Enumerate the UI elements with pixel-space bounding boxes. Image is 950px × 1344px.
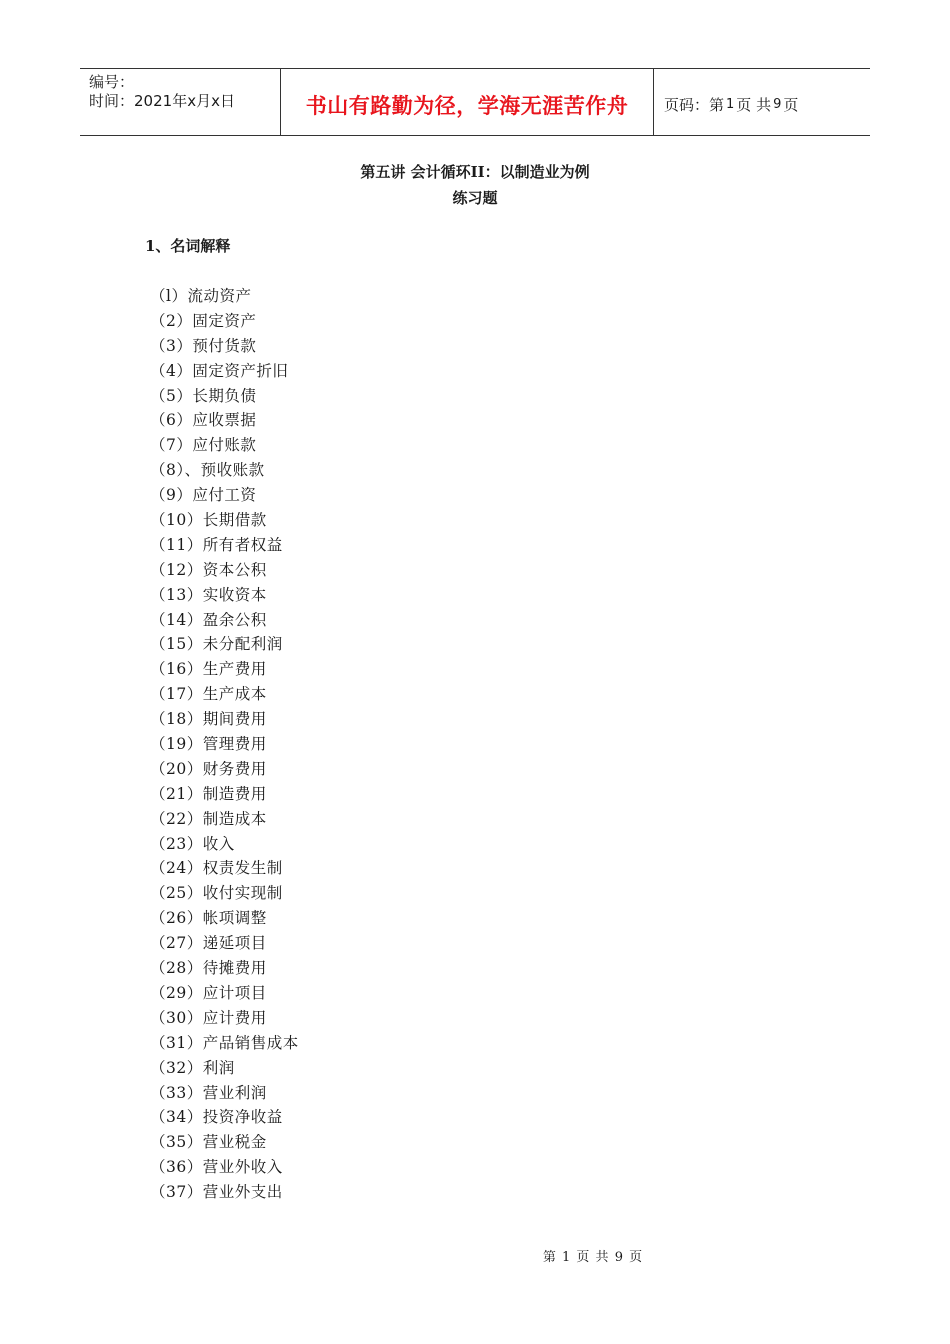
list-item: （26）帐项调整 (150, 909, 267, 928)
list-item: （33）营业利润 (150, 1083, 267, 1102)
list-item: （3）预付货款 (150, 336, 257, 355)
serial-label: 编号： (89, 73, 135, 91)
list-item: （22）制造成本 (150, 809, 267, 828)
list-item: （34）投资净收益 (150, 1108, 283, 1127)
list-item: （18）期间费用 (150, 710, 267, 729)
list-item: （10）长期借款 (150, 511, 267, 530)
list-item: （27）递延项目 (150, 934, 267, 953)
list-item: （24）权责发生制 (150, 859, 283, 878)
list-item: （30）应计费用 (150, 1008, 267, 1027)
section-heading: 1、名词解释 (145, 237, 231, 255)
list-item: （23）收入 (150, 834, 235, 853)
page-footer: 第 1 页 共 9 页 (542, 1250, 643, 1265)
list-item: （37）营业外支出 (150, 1183, 283, 1202)
list-item: （29）应计项目 (150, 983, 267, 1002)
header-motto-cell (281, 69, 654, 135)
list-item: （15）未分配利润 (150, 635, 283, 654)
time-line (89, 92, 280, 111)
list-item: （9）应付工资 (150, 486, 257, 505)
list-item: （5）长期负债 (150, 386, 257, 405)
document-header (80, 68, 870, 136)
motto: 书山有路勤为径，学海无涯苦作舟 (305, 94, 629, 118)
term-list (150, 284, 299, 1205)
page-of: 页 共 (736, 95, 772, 114)
list-item: （31）产品销售成本 (150, 1033, 299, 1052)
list-item: （20）财务费用 (150, 759, 267, 778)
page-total: 9 (773, 96, 782, 112)
list-item: （12）资本公积 (150, 560, 267, 579)
page-suffix: 页 (783, 95, 799, 114)
list-item: （17）生产成本 (150, 685, 267, 704)
list-item: （7）应付账款 (150, 436, 257, 455)
list-item: （14）盈余公积 (150, 610, 267, 629)
page-current: 1 (726, 96, 735, 112)
list-item: （25）收付实现制 (150, 884, 283, 903)
header-meta (80, 69, 281, 135)
list-item: （16）生产费用 (150, 660, 267, 679)
list-item: （19）管理费用 (150, 735, 267, 754)
list-item: （6）应收票据 (150, 411, 257, 430)
list-item: （21）制造费用 (150, 784, 267, 803)
header-page-info (654, 69, 870, 135)
list-item: （28）待摊费用 (150, 959, 267, 978)
time-label: 时间： (89, 92, 135, 110)
list-item: （4）固定资产折旧 (150, 361, 289, 380)
time-value: 2021年x月x日 (134, 92, 235, 110)
list-item: （8）、预收账款 (150, 461, 265, 480)
list-item: （35）营业税金 (150, 1133, 267, 1152)
page-label: 页码：第 (664, 95, 725, 114)
list-item: （13）实收资本 (150, 585, 267, 604)
list-item: （l）流动资产 (150, 287, 252, 305)
document-subtitle: 练习题 (452, 189, 498, 207)
list-item: （2）固定资产 (150, 311, 257, 330)
document-title: 第五讲 会计循环II：以制造业为例 (360, 163, 590, 181)
list-item: （11）所有者权益 (150, 535, 283, 554)
list-item: （36）营业外收入 (150, 1158, 283, 1177)
list-item: （32）利润 (150, 1058, 235, 1077)
